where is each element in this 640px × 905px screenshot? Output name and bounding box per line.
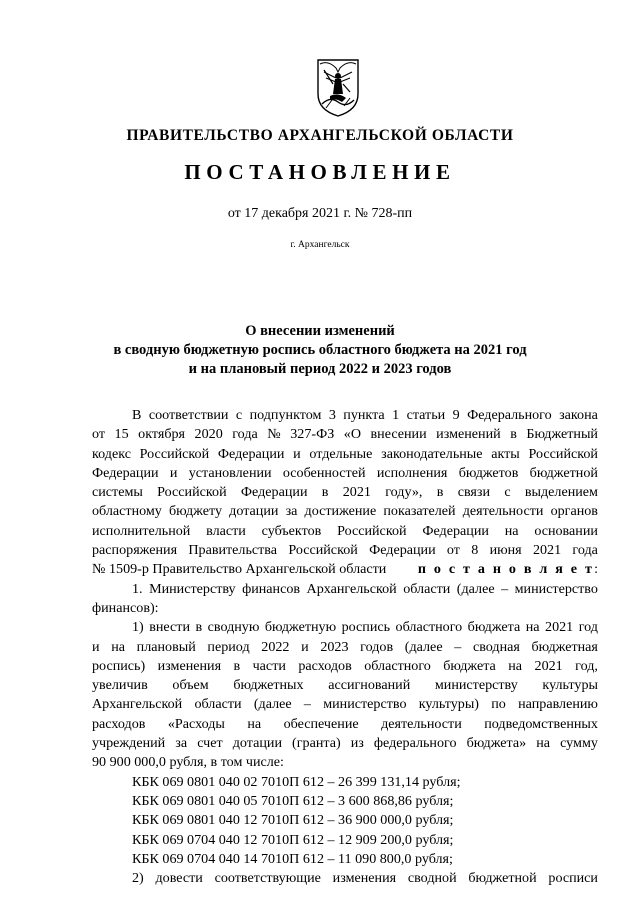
resolves-word: п о с т а н о в л я е т:	[417, 561, 598, 578]
arkhangelsk-coat-of-arms-icon	[316, 58, 360, 118]
document-date-number: от 17 декабря 2021 г. № 728-пп	[227, 206, 413, 221]
title-line: и на плановый период 2022 и 2023 годов	[188, 361, 452, 377]
body-line: роспись) изменения в части расходов областного бюджета на 2021 год,	[92, 657, 598, 674]
body-line: Федерации и установлении особенностей исполнения бюджетов бюджетной	[92, 464, 598, 481]
body-line: распоряжения Правительства Российской Федерации от 8 июня 2021 года	[92, 542, 598, 559]
title-line: в сводную бюджетную роспись областного бюджета на 2021 год	[113, 342, 527, 358]
kbk-line: КБК 069 0801 040 02 7010П 612 – 26 399 131,14 рубля;	[132, 773, 461, 790]
kbk-line: КБК 069 0704 040 14 7010П 612 – 11 090 800,0 рубля;	[132, 850, 453, 867]
kbk-line: КБК 069 0704 040 12 7010П 612 – 12 909 200,0 рубля;	[132, 831, 454, 848]
body-line: областному бюджету дотации за достижение показателей деятельности органов	[92, 503, 598, 520]
body-line: 1. Министерству финансов Архангельской области (далее – министерство	[132, 580, 598, 597]
body-line: 2) довести соответствующие изменения сводной бюджетной росписи	[132, 870, 598, 887]
body-line: расходов «Расходы на обеспечение деятельности подведомственных	[92, 715, 598, 732]
document-title	[0, 322, 640, 379]
body-line: В соответствии с подпунктом 3 пункта 1 статьи 9 Федерального закона	[132, 407, 598, 423]
document-body	[92, 406, 598, 888]
government-name: ПРАВИТЕЛЬСТВО АРХАНГЕЛЬСКОЙ ОБЛАСТИ	[126, 127, 514, 144]
body-line: от 15 октября 2020 года № 327-ФЗ «О внесении изменений в Бюджетный	[92, 426, 598, 443]
body-line: кодекс Российской Федерации и отдельные законодательные акты Российской	[92, 445, 598, 462]
body-line: системы Российской Федерации в 2021 году», в связи с выделением	[92, 484, 598, 501]
kbk-line: КБК 069 0801 040 05 7010П 612 – 3 600 868,86 рубля;	[132, 792, 454, 809]
body-line: и на плановый период 2022 и 2023 годов (далее – сводная бюджетная	[92, 638, 598, 655]
body-line: исполнительной власти субъектов Российской Федерации на основании	[92, 522, 598, 539]
body-line: финансов):	[92, 599, 159, 616]
title-line: О внесении изменений	[245, 323, 395, 339]
body-line	[92, 560, 598, 579]
body-line: Архангельской области (далее – министерство культуры) по направлению	[92, 696, 598, 713]
kbk-line: КБК 069 0801 040 12 7010П 612 – 36 900 000,0 рубля;	[132, 812, 454, 829]
body-line: 90 900 000,0 рубля, в том числе:	[92, 754, 284, 771]
body-line: 1) внести в сводную бюджетную роспись областного бюджета на 2021 год	[132, 619, 598, 636]
body-line: увеличив объем бюджетных ассигнований министерству культуры	[92, 677, 598, 694]
body-text: № 1509-р Правительство Архангельской области	[92, 561, 387, 578]
document-type: ПОСТАНОВЛЕНИЕ	[184, 160, 456, 184]
body-line: учреждений за счет дотации (гранта) из федерального бюджета» на сумму	[92, 735, 598, 752]
document-city: г. Архангельск	[290, 240, 350, 250]
